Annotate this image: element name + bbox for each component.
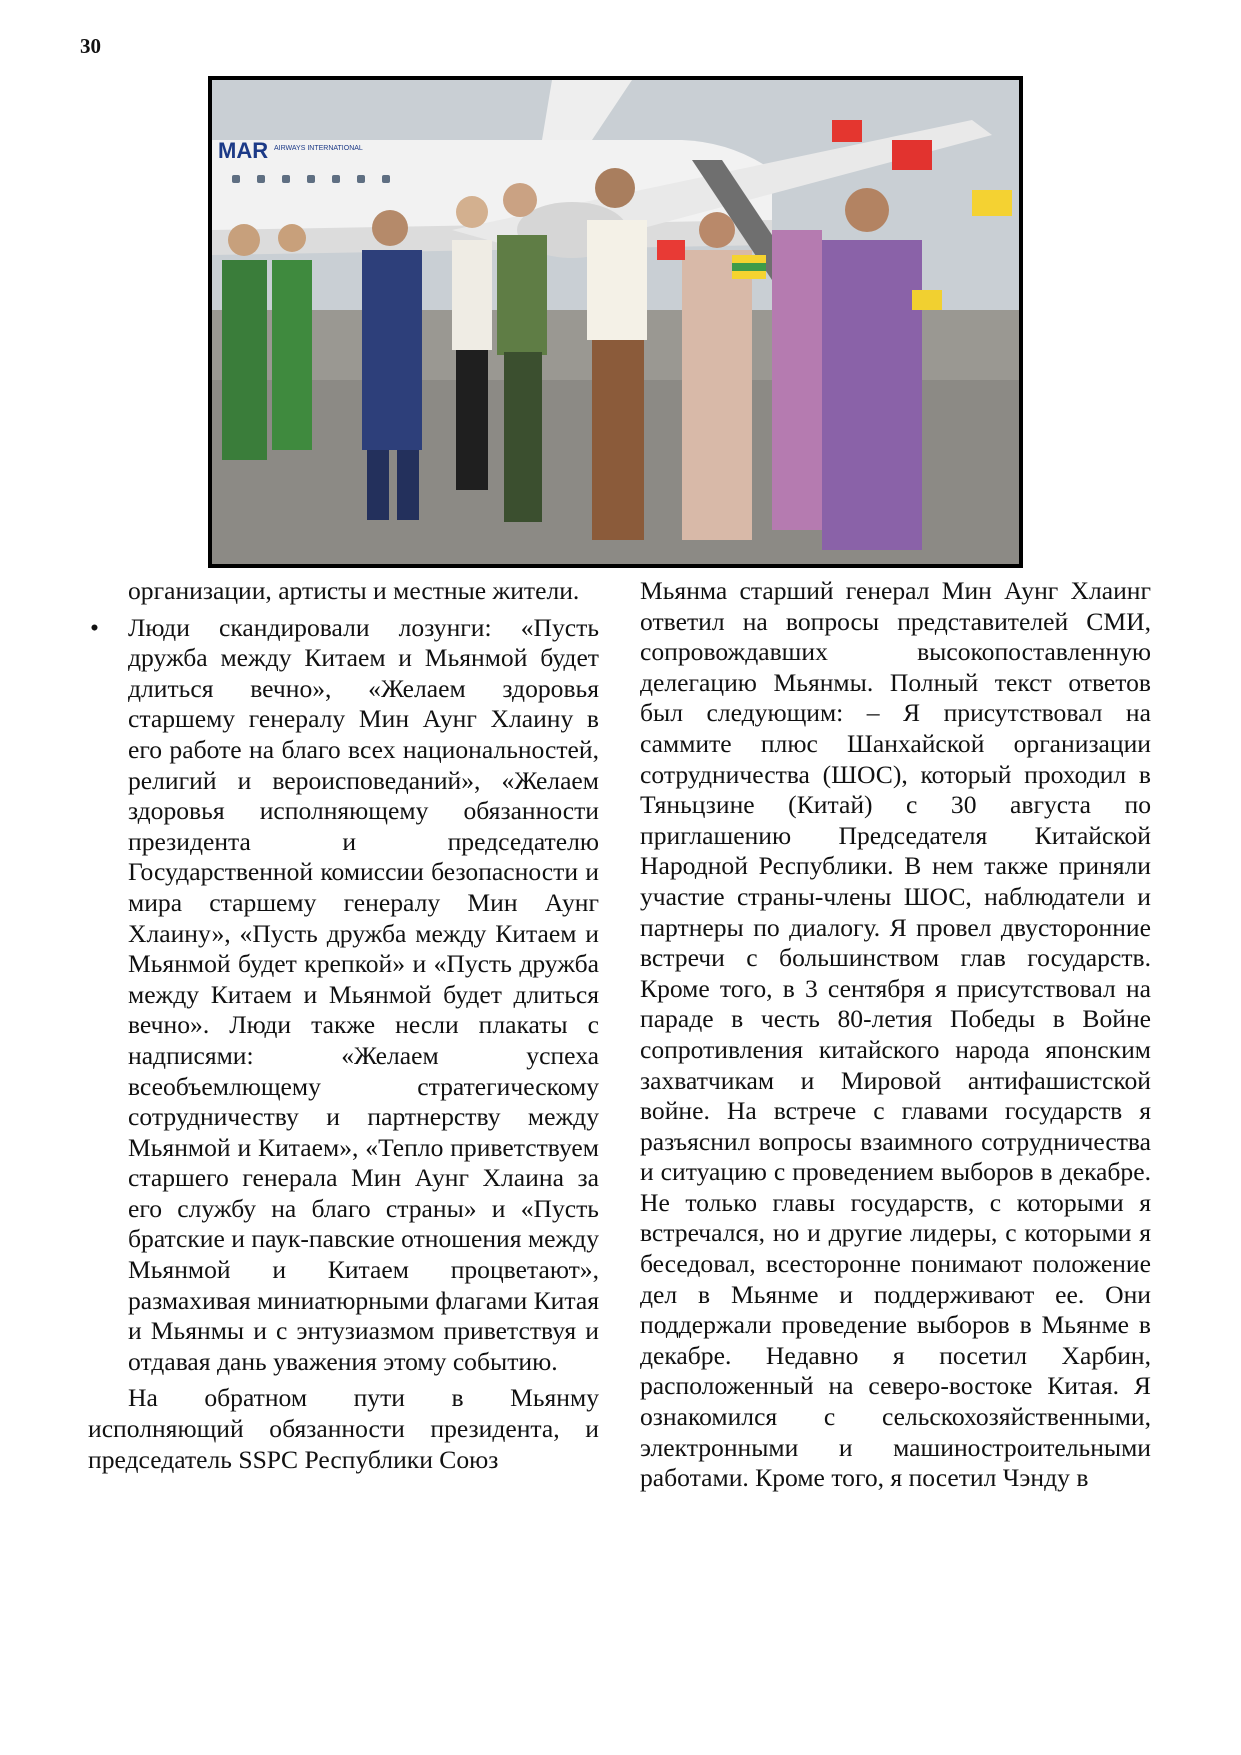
- bullet-marker: •: [90, 612, 99, 642]
- right-column: [640, 576, 1151, 1494]
- airport-welcome-photo: [212, 80, 1019, 564]
- plane-logo-subtext: AIRWAYS INTERNATIONAL: [274, 145, 363, 152]
- return-journey-paragraph: На обратном пути в Мьянму исполняющий обязанности президента, и председатель SSPC Республики Союз: [88, 1383, 599, 1474]
- plane-logo-text: MAR: [218, 138, 269, 163]
- interview-paragraph: Мьянма старший генерал Мин Аунг Хлаинг ответил на вопросы представителей СМИ, сопровождавших высокопоставленную делегацию Мьянмы. Полный текст ответов был следующим: – Я присутствовал на саммите плюс Шанхайской организации сотрудничества (ШОС), который проходил в Тяньцзине (Китай) с 30 августа по приглашению Председателя Китайской Народной Республики. В нем также приняли участие страны-члены ШОС, наблюдатели и партнеры по диалогу. Я провел двусторонние встречи с большинством глав государств. Кроме того, в 3 сентября я присутствовал на параде в честь 80-летия Победы в Войне сопротивления китайского народа японским захватчикам и Мировой антифашистской войне. На встрече с главами государств я разъяснил вопросы взаимного сотрудничества и ситуацию с проведением выборов в декабре. Не только главы государств, с которыми я встречался, но и другие лидеры, с которыми я беседовал, всесторонне понимают положение дел в Мьянме и поддерживают ее. Они поддержали проведение выборов в Мьянме в декабре. Недавно я посетил Харбин, расположенный на северо-востоке Китая. Я ознакомился с сельскохозяйственными, электронными и машиностроительными работами. Кроме того, я посетил Чэнду в: [640, 576, 1151, 1493]
- bullet-paragraph-text: Люди скандировали лозунги: «Пусть дружба между Китаем и Мьянмой будет длиться вечно», «Желаем здоровья старшему генералу Мин Аунг Хлаину в его работе на благо всех национальностей, религий и вероисповеданий», «Желаем здоровья исполняющему обязанности президента и председателю Государственной комиссии безопасности и мира старшему генералу Мин Аунг Хлаину», «Пусть дружба между Китаем и Мьянмой будет крепкой» и «Пусть дружба между Китаем и Мьянмой будет длиться вечно». Люди также несли плакаты с надписями: «Желаем успеха всеобъемлющему стратегическому сотрудничеству и партнерству между Мьянмой и Китаем», «Тепло приветствуем старшего генерала Мин Аунг Хлаина за его службу на благо страны» и «Пусть братские и паук-павские отношения между Мьянмой и Китаем процветают», размахивая миниатюрными флагами Китая и Мьянмы и с энтузиазмом приветствуя и отдавая дань уважения этому событию.: [128, 612, 599, 1376]
- bullet-list-item: [88, 613, 599, 1378]
- news-photo: [208, 76, 1023, 568]
- continued-paragraph: организации, артисты и местные жители.: [128, 576, 580, 605]
- left-column: [88, 576, 599, 1475]
- page-number: 30: [80, 34, 101, 58]
